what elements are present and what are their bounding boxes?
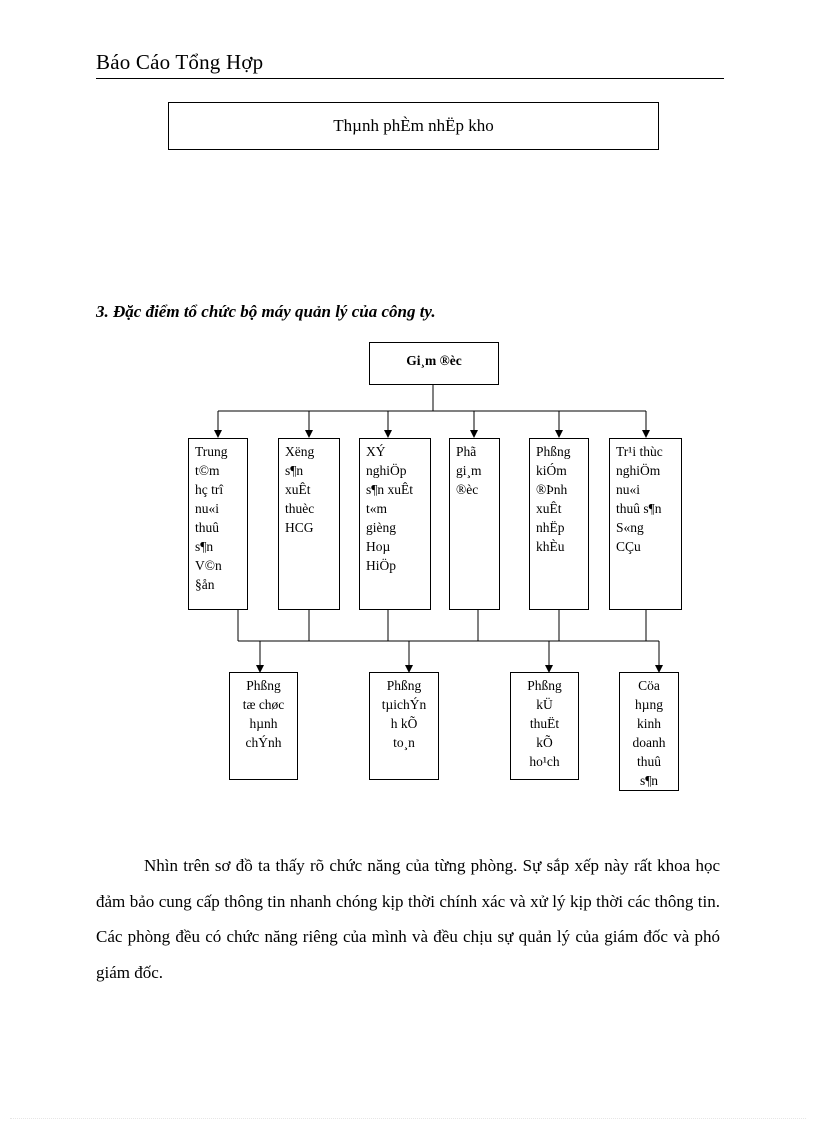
node-admin-dept: Phßng tæ chøc hµnh chÝnh xyxy=(229,672,298,780)
node-experimental-farm: Tr¹i thùc nghiÖm nu«i thuû s¶n S«ng CÇu xyxy=(609,438,682,610)
footer-rule xyxy=(10,1118,806,1119)
node-deputy-director: Phã gi¸m ®èc xyxy=(449,438,500,610)
node-director: Gi¸m ®èc xyxy=(369,342,499,385)
body-paragraph: Nhìn trên sơ đồ ta thấy rõ chức năng của từng phòng. Sự sắp xếp này rất khoa học đảm bảo cung cấp thông tin nhanh chóng kịp thời chính xác và xử lý kịp thời các thông tin. Các phòng đều có chức năng riêng của mình và đều chịu sự quản lý của giám đốc và phó giám đốc. xyxy=(96,856,720,982)
finished-goods-label: Thµnh phÈm nhËp kho xyxy=(333,116,494,135)
node-planning-dept: Phßng kÜ thuËt kÕ ho¹ch xyxy=(510,672,579,780)
node-hcg-workshop: Xëng s¶n xuÊt thuèc HCG xyxy=(278,438,340,610)
node-aquaculture-support-center: Trung t©m hç trî nu«i thuû s¶n V©n §ån xyxy=(188,438,248,610)
node-inspection-dept: Phßng kiÓm ®Þnh xuÊt nhËp khÈu xyxy=(529,438,589,610)
node-seafood-store: Cöa hµng kinh doanh thuû s¶n xyxy=(619,672,679,791)
node-finance-dept: Phßng tµichÝn h kÕ to¸n xyxy=(369,672,439,780)
page-header-title: Báo Cáo Tổng Hợp xyxy=(96,50,264,74)
node-shrimp-hatchery: XÝ nghiÖp s¶n xuÊt t«m gièng Hoµ HiÖp xyxy=(359,438,431,610)
section-heading: 3. Đặc điểm tổ chức bộ máy quản lý của công ty. xyxy=(96,302,436,321)
